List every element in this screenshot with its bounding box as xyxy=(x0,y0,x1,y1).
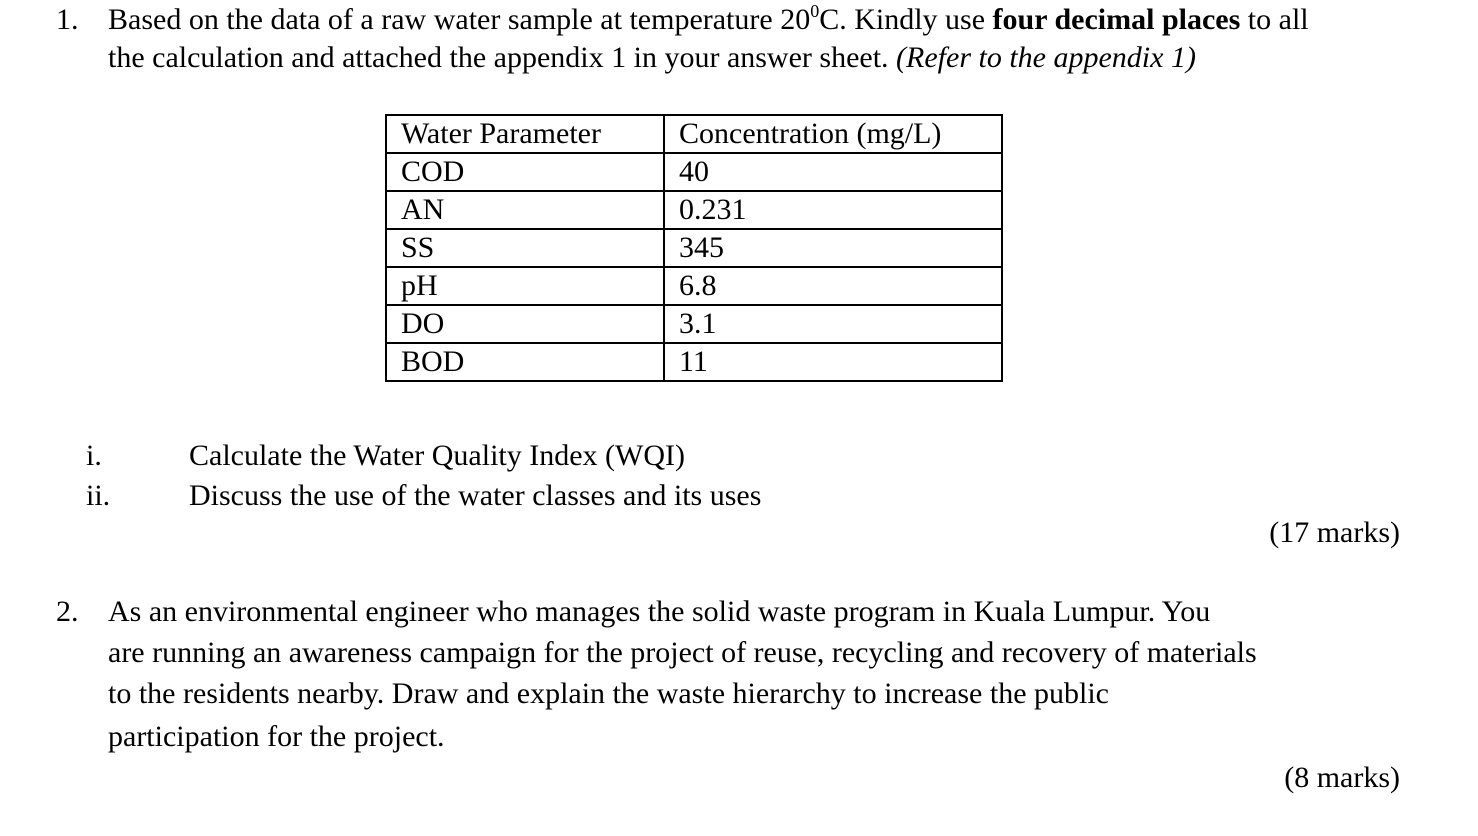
table-row xyxy=(386,343,1002,381)
table-cell-parameter: COD xyxy=(386,153,664,191)
table-header-parameter: Water Parameter xyxy=(386,115,664,153)
question-1-text-a: Based on the data of a raw water sample at temperature 20 xyxy=(108,3,811,36)
question-1-line-2 xyxy=(108,38,1196,78)
question-1-italic-reference: (Refer to the appendix 1) xyxy=(896,41,1196,74)
table-row xyxy=(386,305,1002,343)
subquestion-label: i. xyxy=(86,439,102,472)
table-cell-concentration: 40 xyxy=(664,153,1002,191)
question-1-text-d: the calculation and attached the appendix 1 in your answer sheet. xyxy=(108,41,897,74)
question-1-text-c: to all xyxy=(1240,3,1309,36)
table-cell-concentration: 345 xyxy=(664,229,1002,267)
question-2-line: to the residents nearby. Draw and explain the waste hierarchy to increase the public xyxy=(108,677,1110,710)
table-cell-parameter: SS xyxy=(386,229,664,267)
table-cell-parameter: pH xyxy=(386,267,664,305)
table-cell-concentration: 3.1 xyxy=(664,305,1002,343)
question-2-line: are running an awareness campaign for the project of reuse, recycling and recovery of materials xyxy=(108,636,1257,669)
table-row xyxy=(386,267,1002,305)
question-2-marks: (8 marks) xyxy=(1284,761,1400,794)
table-cell-parameter: AN xyxy=(386,191,664,229)
table-row xyxy=(386,191,1002,229)
table-cell-concentration: 0.231 xyxy=(664,191,1002,229)
degree-superscript: 0 xyxy=(810,1,820,21)
question-1-number: 1. xyxy=(56,3,79,36)
subquestion-text: Discuss the use of the water classes and its uses xyxy=(189,479,762,512)
table-cell-parameter: DO xyxy=(386,305,664,343)
table-header-row xyxy=(386,115,1002,153)
question-1-bold-text: four decimal places xyxy=(992,3,1241,36)
question-1-marks: (17 marks) xyxy=(1269,516,1400,549)
table-header-concentration: Concentration (mg/L) xyxy=(664,115,1002,153)
table-cell-concentration: 6.8 xyxy=(664,267,1002,305)
table-row xyxy=(386,153,1002,191)
question-2-line: As an environmental engineer who manages the solid waste program in Kuala Lumpur. You xyxy=(108,595,1211,628)
question-1-text-b: C. Kindly use xyxy=(819,3,993,36)
subquestion-label: ii. xyxy=(86,479,111,512)
question-2-line: participation for the project. xyxy=(108,720,445,753)
question-2-number: 2. xyxy=(56,595,79,628)
table-cell-concentration: 11 xyxy=(664,343,1002,381)
table-cell-parameter: BOD xyxy=(386,343,664,381)
subquestion-text: Calculate the Water Quality Index (WQI) xyxy=(189,439,685,472)
question-1-line-1 xyxy=(108,0,1309,40)
water-parameter-table xyxy=(385,114,1003,382)
table-row xyxy=(386,229,1002,267)
